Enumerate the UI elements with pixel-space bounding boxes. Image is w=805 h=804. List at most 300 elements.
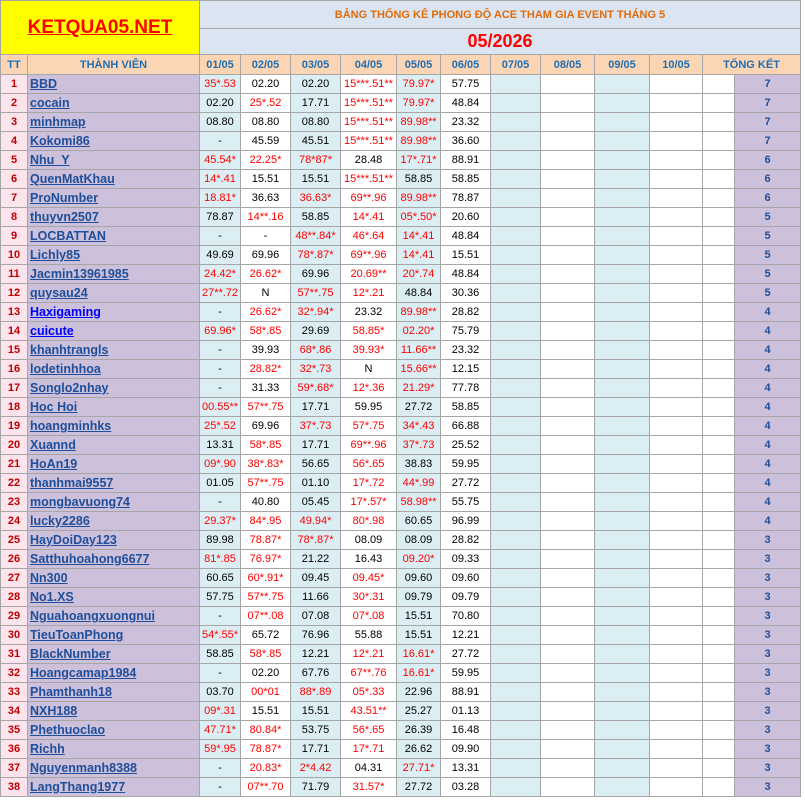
result-cell[interactable]: 21.22 [291, 550, 341, 569]
empty-cell[interactable] [541, 531, 595, 550]
result-cell[interactable]: 55.75 [441, 493, 491, 512]
result-cell[interactable]: - [200, 493, 241, 512]
member-name[interactable]: Nguyenmanh8388 [28, 759, 200, 778]
empty-cell[interactable] [541, 683, 595, 702]
result-cell[interactable]: 38.83 [397, 455, 441, 474]
result-cell[interactable]: N [341, 360, 397, 379]
result-cell[interactable]: 08.09 [341, 531, 397, 550]
result-cell[interactable]: 59.95 [341, 398, 397, 417]
result-cell[interactable]: 17.71 [291, 94, 341, 113]
empty-cell[interactable] [703, 721, 735, 740]
result-cell[interactable]: 77.78 [441, 379, 491, 398]
result-cell[interactable]: 09.79 [441, 588, 491, 607]
result-cell[interactable]: 31.57* [341, 778, 397, 797]
result-cell[interactable]: 60*.91* [241, 569, 291, 588]
result-cell[interactable]: 2*4.42 [291, 759, 341, 778]
empty-cell[interactable] [541, 151, 595, 170]
result-cell[interactable]: 88.91 [441, 683, 491, 702]
result-cell[interactable]: 23.32 [441, 113, 491, 132]
empty-cell[interactable] [650, 531, 703, 550]
member-name[interactable]: cuicute [28, 322, 200, 341]
result-cell[interactable]: 25*.52 [200, 417, 241, 436]
empty-cell[interactable] [650, 265, 703, 284]
empty-cell[interactable] [491, 436, 541, 455]
result-cell[interactable]: 81*.85 [200, 550, 241, 569]
empty-cell[interactable] [491, 702, 541, 721]
result-cell[interactable]: 57**.75 [241, 588, 291, 607]
empty-cell[interactable] [491, 341, 541, 360]
empty-cell[interactable] [491, 265, 541, 284]
result-cell[interactable]: 05.45 [291, 493, 341, 512]
result-cell[interactable]: 00*01 [241, 683, 291, 702]
result-cell[interactable]: 09.20* [397, 550, 441, 569]
result-cell[interactable]: 45.59 [241, 132, 291, 151]
result-cell[interactable]: 79.97* [397, 94, 441, 113]
empty-cell[interactable] [595, 531, 650, 550]
result-cell[interactable]: 58.85 [397, 170, 441, 189]
result-cell[interactable]: - [241, 227, 291, 246]
result-cell[interactable]: 48**.84* [291, 227, 341, 246]
empty-cell[interactable] [491, 607, 541, 626]
result-cell[interactable]: 27.72 [397, 778, 441, 797]
result-cell[interactable]: 89.98** [397, 303, 441, 322]
empty-cell[interactable] [703, 740, 735, 759]
empty-cell[interactable] [595, 417, 650, 436]
result-cell[interactable]: 76.97* [241, 550, 291, 569]
empty-cell[interactable] [541, 455, 595, 474]
empty-cell[interactable] [650, 740, 703, 759]
result-cell[interactable]: 88.91 [441, 151, 491, 170]
result-cell[interactable]: 89.98** [397, 113, 441, 132]
empty-cell[interactable] [595, 645, 650, 664]
empty-cell[interactable] [541, 721, 595, 740]
result-cell[interactable]: 21.29* [397, 379, 441, 398]
empty-cell[interactable] [491, 759, 541, 778]
result-cell[interactable]: 08.80 [241, 113, 291, 132]
member-name[interactable]: BlackNumber [28, 645, 200, 664]
result-cell[interactable]: 28.48 [341, 151, 397, 170]
result-cell[interactable]: 24.42* [200, 265, 241, 284]
empty-cell[interactable] [703, 512, 735, 531]
empty-cell[interactable] [541, 778, 595, 797]
result-cell[interactable]: 17*.72 [341, 474, 397, 493]
member-name[interactable]: hoangminhks [28, 417, 200, 436]
empty-cell[interactable] [541, 569, 595, 588]
result-cell[interactable]: 14*.41 [397, 246, 441, 265]
empty-cell[interactable] [703, 778, 735, 797]
result-cell[interactable]: 36.60 [441, 132, 491, 151]
result-cell[interactable]: 08.80 [291, 113, 341, 132]
result-cell[interactable]: 39.93 [241, 341, 291, 360]
empty-cell[interactable] [491, 379, 541, 398]
empty-cell[interactable] [491, 512, 541, 531]
result-cell[interactable]: 89.98** [397, 189, 441, 208]
result-cell[interactable]: 59*.68* [291, 379, 341, 398]
empty-cell[interactable] [650, 322, 703, 341]
result-cell[interactable]: 70.80 [441, 607, 491, 626]
empty-cell[interactable] [491, 322, 541, 341]
result-cell[interactable]: 03.70 [200, 683, 241, 702]
result-cell[interactable]: 17*.71 [341, 740, 397, 759]
result-cell[interactable]: 58*.85 [241, 322, 291, 341]
result-cell[interactable]: 49.69 [200, 246, 241, 265]
result-cell[interactable]: 78.87 [441, 189, 491, 208]
result-cell[interactable]: 09.79 [397, 588, 441, 607]
empty-cell[interactable] [491, 740, 541, 759]
empty-cell[interactable] [541, 398, 595, 417]
empty-cell[interactable] [541, 284, 595, 303]
member-name[interactable]: cocain [28, 94, 200, 113]
result-cell[interactable]: 40.80 [241, 493, 291, 512]
result-cell[interactable]: 13.31 [200, 436, 241, 455]
result-cell[interactable]: 12*.21 [341, 284, 397, 303]
result-cell[interactable]: 12*.21 [341, 645, 397, 664]
result-cell[interactable]: 29.37* [200, 512, 241, 531]
member-name[interactable]: Lichly85 [28, 246, 200, 265]
result-cell[interactable]: - [200, 778, 241, 797]
empty-cell[interactable] [491, 75, 541, 94]
result-cell[interactable]: 15***.51** [341, 75, 397, 94]
result-cell[interactable]: 14*.41 [341, 208, 397, 227]
result-cell[interactable]: 78*87* [291, 151, 341, 170]
empty-cell[interactable] [703, 436, 735, 455]
member-name[interactable]: thanhmai9557 [28, 474, 200, 493]
result-cell[interactable]: 46*.64 [341, 227, 397, 246]
empty-cell[interactable] [703, 417, 735, 436]
empty-cell[interactable] [541, 322, 595, 341]
result-cell[interactable]: 12.15 [441, 360, 491, 379]
empty-cell[interactable] [541, 341, 595, 360]
result-cell[interactable]: 17*.57* [341, 493, 397, 512]
empty-cell[interactable] [595, 208, 650, 227]
member-name[interactable]: BBD [28, 75, 200, 94]
result-cell[interactable]: 69**.96 [341, 189, 397, 208]
result-cell[interactable]: 27.72 [397, 398, 441, 417]
empty-cell[interactable] [491, 664, 541, 683]
member-name[interactable]: thuyvn2507 [28, 208, 200, 227]
result-cell[interactable]: 59.95 [441, 664, 491, 683]
result-cell[interactable]: 09.45* [341, 569, 397, 588]
empty-cell[interactable] [650, 721, 703, 740]
empty-cell[interactable] [595, 607, 650, 626]
result-cell[interactable]: 89.98** [397, 132, 441, 151]
empty-cell[interactable] [650, 683, 703, 702]
empty-cell[interactable] [650, 284, 703, 303]
result-cell[interactable]: 49.94* [291, 512, 341, 531]
result-cell[interactable]: - [200, 379, 241, 398]
empty-cell[interactable] [595, 474, 650, 493]
result-cell[interactable]: 57**.75 [291, 284, 341, 303]
result-cell[interactable]: 76.96 [291, 626, 341, 645]
result-cell[interactable]: 47.71* [200, 721, 241, 740]
result-cell[interactable]: 15***.51** [341, 113, 397, 132]
result-cell[interactable]: 57*.75 [341, 417, 397, 436]
result-cell[interactable]: 02.20* [397, 322, 441, 341]
empty-cell[interactable] [650, 151, 703, 170]
result-cell[interactable]: 09*.90 [200, 455, 241, 474]
result-cell[interactable]: 69.96 [241, 246, 291, 265]
empty-cell[interactable] [650, 94, 703, 113]
empty-cell[interactable] [541, 246, 595, 265]
member-name[interactable]: khanhtrangls [28, 341, 200, 360]
empty-cell[interactable] [541, 303, 595, 322]
empty-cell[interactable] [541, 113, 595, 132]
empty-cell[interactable] [595, 740, 650, 759]
empty-cell[interactable] [650, 455, 703, 474]
empty-cell[interactable] [703, 265, 735, 284]
result-cell[interactable]: 07**.70 [241, 778, 291, 797]
result-cell[interactable]: 67.76 [291, 664, 341, 683]
result-cell[interactable]: 80*.98 [341, 512, 397, 531]
empty-cell[interactable] [541, 493, 595, 512]
empty-cell[interactable] [595, 265, 650, 284]
empty-cell[interactable] [541, 360, 595, 379]
empty-cell[interactable] [703, 227, 735, 246]
result-cell[interactable]: 78.87 [200, 208, 241, 227]
empty-cell[interactable] [703, 398, 735, 417]
empty-cell[interactable] [595, 284, 650, 303]
result-cell[interactable]: 34*.43 [397, 417, 441, 436]
member-name[interactable]: Haxigaming [28, 303, 200, 322]
result-cell[interactable]: 16.61* [397, 664, 441, 683]
empty-cell[interactable] [703, 170, 735, 189]
empty-cell[interactable] [703, 284, 735, 303]
result-cell[interactable]: 02.20 [241, 75, 291, 94]
empty-cell[interactable] [650, 132, 703, 151]
result-cell[interactable]: 58.85* [341, 322, 397, 341]
result-cell[interactable]: 56*.65 [341, 721, 397, 740]
result-cell[interactable]: 31.33 [241, 379, 291, 398]
empty-cell[interactable] [650, 303, 703, 322]
empty-cell[interactable] [595, 664, 650, 683]
result-cell[interactable]: 15***.51** [341, 132, 397, 151]
result-cell[interactable]: 28.82 [441, 531, 491, 550]
result-cell[interactable]: 07*.08 [341, 607, 397, 626]
result-cell[interactable]: 01.05 [200, 474, 241, 493]
result-cell[interactable]: 67**.76 [341, 664, 397, 683]
member-name[interactable]: Hoc Hoi [28, 398, 200, 417]
empty-cell[interactable] [703, 113, 735, 132]
result-cell[interactable]: 12.21 [441, 626, 491, 645]
empty-cell[interactable] [491, 626, 541, 645]
empty-cell[interactable] [491, 170, 541, 189]
empty-cell[interactable] [703, 759, 735, 778]
result-cell[interactable]: 48.84 [441, 227, 491, 246]
empty-cell[interactable] [491, 227, 541, 246]
result-cell[interactable]: 29.69 [291, 322, 341, 341]
empty-cell[interactable] [595, 303, 650, 322]
result-cell[interactable]: 56*.65 [341, 455, 397, 474]
result-cell[interactable]: 25.52 [441, 436, 491, 455]
empty-cell[interactable] [541, 208, 595, 227]
empty-cell[interactable] [595, 550, 650, 569]
member-name[interactable]: LangThang1977 [28, 778, 200, 797]
empty-cell[interactable] [541, 588, 595, 607]
result-cell[interactable]: 27.72 [441, 474, 491, 493]
empty-cell[interactable] [650, 759, 703, 778]
result-cell[interactable]: 69.96 [291, 265, 341, 284]
empty-cell[interactable] [650, 588, 703, 607]
member-name[interactable]: Kokomi86 [28, 132, 200, 151]
result-cell[interactable]: 09*.31 [200, 702, 241, 721]
result-cell[interactable]: - [200, 132, 241, 151]
empty-cell[interactable] [541, 645, 595, 664]
result-cell[interactable]: 18.81* [200, 189, 241, 208]
result-cell[interactable]: 26.62* [241, 303, 291, 322]
empty-cell[interactable] [650, 436, 703, 455]
site-logo[interactable] [1, 1, 200, 55]
empty-cell[interactable] [541, 436, 595, 455]
result-cell[interactable]: 15***.51** [341, 170, 397, 189]
result-cell[interactable]: 27**.72 [200, 284, 241, 303]
result-cell[interactable]: 15.66** [397, 360, 441, 379]
result-cell[interactable]: 84*.95 [241, 512, 291, 531]
result-cell[interactable]: 32*.94* [291, 303, 341, 322]
result-cell[interactable]: 25*.52 [241, 94, 291, 113]
empty-cell[interactable] [595, 322, 650, 341]
result-cell[interactable]: 54*.55* [200, 626, 241, 645]
result-cell[interactable]: 17.71 [291, 740, 341, 759]
result-cell[interactable]: 25.27 [397, 702, 441, 721]
empty-cell[interactable] [595, 721, 650, 740]
result-cell[interactable]: 36.63 [241, 189, 291, 208]
result-cell[interactable]: - [200, 607, 241, 626]
result-cell[interactable]: 57.75 [441, 75, 491, 94]
result-cell[interactable]: 58*.85 [241, 645, 291, 664]
result-cell[interactable]: 03.28 [441, 778, 491, 797]
empty-cell[interactable] [650, 341, 703, 360]
result-cell[interactable]: 60.65 [397, 512, 441, 531]
empty-cell[interactable] [595, 626, 650, 645]
empty-cell[interactable] [650, 379, 703, 398]
empty-cell[interactable] [703, 474, 735, 493]
result-cell[interactable]: 88*.89 [291, 683, 341, 702]
result-cell[interactable]: 45.51 [291, 132, 341, 151]
result-cell[interactable]: 15.51 [291, 702, 341, 721]
result-cell[interactable]: 04.31 [341, 759, 397, 778]
result-cell[interactable]: 14*.41 [397, 227, 441, 246]
empty-cell[interactable] [703, 607, 735, 626]
result-cell[interactable]: 57.75 [200, 588, 241, 607]
result-cell[interactable]: 48.84 [441, 94, 491, 113]
result-cell[interactable]: 48.84 [397, 284, 441, 303]
empty-cell[interactable] [541, 132, 595, 151]
empty-cell[interactable] [541, 550, 595, 569]
result-cell[interactable]: 05*.33 [341, 683, 397, 702]
result-cell[interactable]: 02.20 [200, 94, 241, 113]
result-cell[interactable]: 15.51 [241, 170, 291, 189]
empty-cell[interactable] [541, 664, 595, 683]
result-cell[interactable]: 22.25* [241, 151, 291, 170]
empty-cell[interactable] [541, 170, 595, 189]
empty-cell[interactable] [595, 683, 650, 702]
empty-cell[interactable] [491, 721, 541, 740]
empty-cell[interactable] [650, 550, 703, 569]
member-name[interactable]: Phethuoclao [28, 721, 200, 740]
member-name[interactable]: lucky2286 [28, 512, 200, 531]
result-cell[interactable]: 15.51 [397, 626, 441, 645]
empty-cell[interactable] [703, 683, 735, 702]
result-cell[interactable]: 44*.99 [397, 474, 441, 493]
result-cell[interactable]: 01.13 [441, 702, 491, 721]
member-name[interactable]: ProNumber [28, 189, 200, 208]
result-cell[interactable]: 08.09 [397, 531, 441, 550]
result-cell[interactable]: 58.85 [291, 208, 341, 227]
member-name[interactable]: No1.XS [28, 588, 200, 607]
result-cell[interactable]: 69**.96 [341, 436, 397, 455]
empty-cell[interactable] [703, 75, 735, 94]
empty-cell[interactable] [703, 189, 735, 208]
result-cell[interactable]: 00.55** [200, 398, 241, 417]
result-cell[interactable]: 32*.73 [291, 360, 341, 379]
empty-cell[interactable] [491, 151, 541, 170]
empty-cell[interactable] [703, 550, 735, 569]
result-cell[interactable]: 59.95 [441, 455, 491, 474]
result-cell[interactable]: 14*.41 [200, 170, 241, 189]
result-cell[interactable]: 20.83* [241, 759, 291, 778]
empty-cell[interactable] [703, 664, 735, 683]
empty-cell[interactable] [491, 645, 541, 664]
empty-cell[interactable] [703, 531, 735, 550]
member-name[interactable]: minhmap [28, 113, 200, 132]
empty-cell[interactable] [541, 265, 595, 284]
empty-cell[interactable] [595, 189, 650, 208]
result-cell[interactable]: 38*.83* [241, 455, 291, 474]
empty-cell[interactable] [595, 436, 650, 455]
result-cell[interactable]: 02.20 [241, 664, 291, 683]
empty-cell[interactable] [595, 569, 650, 588]
result-cell[interactable]: 07.08 [291, 607, 341, 626]
empty-cell[interactable] [650, 607, 703, 626]
result-cell[interactable]: 58.85 [441, 398, 491, 417]
result-cell[interactable]: 28.82* [241, 360, 291, 379]
empty-cell[interactable] [595, 227, 650, 246]
result-cell[interactable]: 60.65 [200, 569, 241, 588]
result-cell[interactable]: - [200, 664, 241, 683]
empty-cell[interactable] [595, 759, 650, 778]
result-cell[interactable]: N [241, 284, 291, 303]
result-cell[interactable]: 69.96* [200, 322, 241, 341]
empty-cell[interactable] [595, 702, 650, 721]
empty-cell[interactable] [595, 132, 650, 151]
empty-cell[interactable] [595, 75, 650, 94]
result-cell[interactable]: 14**.16 [241, 208, 291, 227]
empty-cell[interactable] [650, 417, 703, 436]
empty-cell[interactable] [541, 626, 595, 645]
result-cell[interactable]: 23.32 [441, 341, 491, 360]
empty-cell[interactable] [541, 740, 595, 759]
empty-cell[interactable] [703, 588, 735, 607]
empty-cell[interactable] [491, 569, 541, 588]
empty-cell[interactable] [703, 493, 735, 512]
result-cell[interactable]: 75.79 [441, 322, 491, 341]
empty-cell[interactable] [541, 417, 595, 436]
result-cell[interactable]: 05*.50* [397, 208, 441, 227]
result-cell[interactable]: 78.87* [241, 740, 291, 759]
empty-cell[interactable] [595, 170, 650, 189]
result-cell[interactable]: 37*.73 [397, 436, 441, 455]
member-name[interactable]: lodetinhhoa [28, 360, 200, 379]
result-cell[interactable]: 09.45 [291, 569, 341, 588]
result-cell[interactable]: 43.51** [341, 702, 397, 721]
empty-cell[interactable] [650, 360, 703, 379]
empty-cell[interactable] [491, 113, 541, 132]
empty-cell[interactable] [650, 227, 703, 246]
member-name[interactable]: Satthuhoahong6677 [28, 550, 200, 569]
empty-cell[interactable] [650, 75, 703, 94]
empty-cell[interactable] [595, 512, 650, 531]
member-name[interactable]: Nhu_Y [28, 151, 200, 170]
